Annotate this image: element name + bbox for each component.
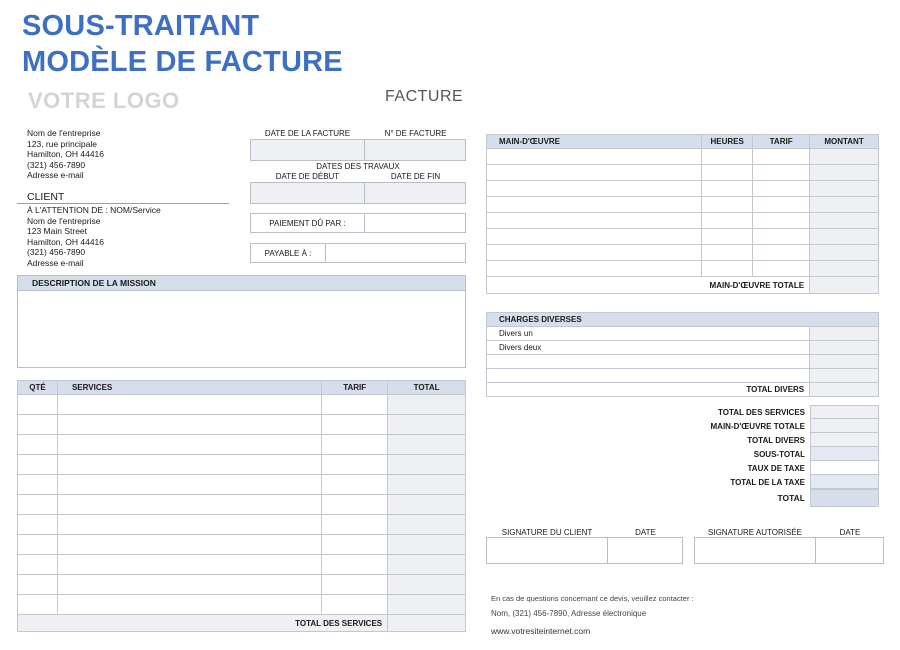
service-qty-cell[interactable] xyxy=(18,415,58,435)
labor-item-cell[interactable] xyxy=(487,149,702,165)
labor-row xyxy=(487,197,879,213)
service-rate-cell[interactable] xyxy=(322,455,388,475)
service-service-cell[interactable] xyxy=(57,455,321,475)
service-row xyxy=(18,475,466,495)
service-qty-cell[interactable] xyxy=(18,595,58,615)
misc-item-label[interactable] xyxy=(487,369,810,383)
service-service-cell[interactable] xyxy=(57,395,321,415)
misc-total-value xyxy=(810,383,879,397)
labor-row xyxy=(487,149,879,165)
client-signature-label: SIGNATURE DU CLIENT xyxy=(501,528,593,537)
labor-item-cell[interactable] xyxy=(487,229,702,245)
labor-amount-cell[interactable] xyxy=(810,245,879,261)
service-rate-cell[interactable] xyxy=(322,575,388,595)
service-total-cell[interactable] xyxy=(388,475,466,495)
auth-signature-field[interactable] xyxy=(695,538,816,563)
service-rate-cell[interactable] xyxy=(322,555,388,575)
misc-row xyxy=(487,369,879,383)
labor-amount-cell[interactable] xyxy=(810,149,879,165)
service-service-cell[interactable] xyxy=(57,435,321,455)
services-total-value xyxy=(388,615,466,632)
mission-description-field[interactable] xyxy=(17,290,466,368)
labor-item-cell[interactable] xyxy=(487,213,702,229)
service-total-cell[interactable] xyxy=(388,395,466,415)
client-divider xyxy=(17,203,229,204)
company-name: Nom de l'entreprise xyxy=(27,128,101,138)
payable-to-row xyxy=(250,243,466,263)
service-qty-cell[interactable] xyxy=(18,575,58,595)
labor-rate-cell[interactable] xyxy=(753,181,810,197)
service-rate-cell[interactable] xyxy=(322,395,388,415)
footer-contact-details: Nom, (321) 456-7890, Adresse électronique xyxy=(491,609,647,618)
summary-row xyxy=(600,405,879,419)
labor-rate-cell[interactable] xyxy=(753,261,810,277)
service-rate-cell[interactable] xyxy=(322,495,388,515)
service-row xyxy=(18,555,466,575)
summary-row-label: TOTAL DES SERVICES xyxy=(718,407,805,417)
service-row xyxy=(18,495,466,515)
summary-row-label: SOUS-TOTAL xyxy=(753,449,805,459)
labor-item-cell[interactable] xyxy=(487,245,702,261)
summary-row-value xyxy=(810,433,879,447)
service-total-cell[interactable] xyxy=(388,595,466,615)
invoice-number-label: N° DE FACTURE xyxy=(384,129,447,138)
auth-signature-row xyxy=(694,537,884,564)
payment-due-row xyxy=(250,213,466,233)
summary-row-value[interactable] xyxy=(810,461,879,475)
summary-total-row xyxy=(600,489,879,507)
labor-row xyxy=(487,213,879,229)
misc-item-label[interactable]: Divers deux xyxy=(487,341,810,355)
misc-item-value[interactable] xyxy=(810,341,879,355)
client-email: Adresse e-mail xyxy=(27,257,84,268)
labor-amount-cell[interactable] xyxy=(810,197,879,213)
service-row xyxy=(18,415,466,435)
labor-hours-cell[interactable] xyxy=(702,165,753,181)
services-table xyxy=(17,380,466,632)
labor-amount-cell[interactable] xyxy=(810,261,879,277)
labor-hours-cell[interactable] xyxy=(702,245,753,261)
service-row xyxy=(18,395,466,415)
company-city: Hamilton, OH 44416 xyxy=(27,149,105,159)
service-rate-cell[interactable] xyxy=(322,435,388,455)
labor-rate-cell[interactable] xyxy=(753,165,810,181)
summary-row-label: MAIN-D'ŒUVRE TOTALE xyxy=(710,421,805,431)
labor-rate-cell[interactable] xyxy=(753,245,810,261)
misc-item-label[interactable]: Divers un xyxy=(487,327,810,341)
title-line-2: MODÈLE DE FACTURE xyxy=(22,46,343,78)
logo-placeholder: VOTRE LOGO xyxy=(28,88,180,113)
service-qty-cell[interactable] xyxy=(18,535,58,555)
labor-amount-cell[interactable] xyxy=(810,165,879,181)
labor-hours-cell[interactable] xyxy=(702,229,753,245)
misc-item-value[interactable] xyxy=(810,327,879,341)
end-date-label: DATE DE FIN xyxy=(390,172,441,181)
service-qty-cell[interactable] xyxy=(18,455,58,475)
client-attention: À L'ATTENTION DE : NOM/Service xyxy=(27,205,161,215)
start-date-label: DATE DE DÉBUT xyxy=(275,172,340,181)
labor-hours-cell[interactable] xyxy=(702,181,753,197)
service-service-cell[interactable] xyxy=(57,515,321,535)
col-qty: QTÉ xyxy=(18,381,58,395)
payment-due-field[interactable] xyxy=(365,214,465,232)
client-date-label: DATE xyxy=(635,528,656,537)
service-rate-cell[interactable] xyxy=(322,595,388,615)
service-total-cell[interactable] xyxy=(388,535,466,555)
client-date-field[interactable] xyxy=(608,538,682,563)
payment-due-label: PAIEMENT DÛ PAR : xyxy=(251,214,365,232)
services-total-label: TOTAL DES SERVICES xyxy=(18,615,388,632)
start-date-field[interactable] xyxy=(250,182,365,204)
service-rate-cell[interactable] xyxy=(322,415,388,435)
col-rate: TARIF xyxy=(322,381,388,395)
labor-row xyxy=(487,229,879,245)
company-block xyxy=(27,128,104,181)
service-qty-cell[interactable] xyxy=(18,555,58,575)
service-row xyxy=(18,455,466,475)
company-street: 123, rue principale xyxy=(27,138,97,149)
service-total-cell[interactable] xyxy=(388,455,466,475)
labor-hours-cell[interactable] xyxy=(702,261,753,277)
payable-to-label: PAYABLE À : xyxy=(251,244,326,262)
service-total-cell[interactable] xyxy=(388,435,466,455)
title-line-1: SOUS-TRAITANT xyxy=(22,10,260,42)
labor-hours-cell[interactable] xyxy=(702,197,753,213)
summary-block xyxy=(600,405,879,507)
labor-item-cell[interactable] xyxy=(487,261,702,277)
service-rate-cell[interactable] xyxy=(322,535,388,555)
labor-item-cell[interactable] xyxy=(487,165,702,181)
col-total: TOTAL xyxy=(388,381,466,395)
summary-row xyxy=(600,475,879,489)
labor-item-cell[interactable] xyxy=(487,197,702,213)
invoice-number-field[interactable] xyxy=(364,139,466,161)
client-street: 123 Main Street xyxy=(27,226,88,236)
labor-amount-cell[interactable] xyxy=(810,181,879,197)
summary-row xyxy=(600,433,879,447)
service-total-cell[interactable] xyxy=(388,415,466,435)
labor-rate-cell[interactable] xyxy=(753,149,810,165)
client-block xyxy=(27,205,161,268)
summary-row-value xyxy=(810,405,879,419)
labor-row xyxy=(487,181,879,197)
col-hours: HEURES xyxy=(702,135,753,149)
misc-row xyxy=(487,355,879,369)
service-service-cell[interactable] xyxy=(57,575,321,595)
misc-row xyxy=(487,341,879,355)
labor-total-label: MAIN-D'ŒUVRE TOTALE xyxy=(487,277,810,294)
labor-hours-cell[interactable] xyxy=(702,213,753,229)
client-city: Hamilton, OH 44416 xyxy=(27,236,105,247)
misc-total-label: TOTAL DIVERS xyxy=(487,383,810,397)
labor-rate-cell[interactable] xyxy=(753,213,810,229)
auth-date-label: DATE xyxy=(839,528,861,537)
summary-total-label: TOTAL xyxy=(777,493,805,503)
service-row xyxy=(18,595,466,615)
misc-item-label[interactable] xyxy=(487,355,810,369)
labor-total-value xyxy=(810,277,879,294)
company-email: Adresse e-mail xyxy=(27,170,84,180)
service-rate-cell[interactable] xyxy=(322,515,388,535)
payable-to-field[interactable] xyxy=(326,244,465,262)
labor-row xyxy=(487,245,879,261)
col-labor-rate: TARIF xyxy=(753,135,810,149)
labor-amount-cell[interactable] xyxy=(810,213,879,229)
summary-row xyxy=(600,461,879,475)
end-date-field[interactable] xyxy=(364,182,466,204)
client-signature-field[interactable] xyxy=(487,538,608,563)
auth-date-field[interactable] xyxy=(816,538,883,563)
service-total-cell[interactable] xyxy=(388,555,466,575)
auth-signature-label: SIGNATURE AUTORISÉE xyxy=(708,528,802,537)
invoice-date-label: DATE DE LA FACTURE xyxy=(264,129,351,138)
service-service-cell[interactable] xyxy=(57,555,321,575)
misc-row xyxy=(487,327,879,341)
service-qty-cell[interactable] xyxy=(18,435,58,455)
misc-item-value[interactable] xyxy=(810,355,879,369)
service-total-cell[interactable] xyxy=(388,515,466,535)
misc-item-value[interactable] xyxy=(810,369,879,383)
service-service-cell[interactable] xyxy=(57,415,321,435)
summary-row-value xyxy=(810,475,879,489)
client-signature-row xyxy=(486,537,683,564)
summary-row-label: TOTAL DE LA TAXE xyxy=(730,477,805,487)
labor-rate-cell[interactable] xyxy=(753,229,810,245)
service-rate-cell[interactable] xyxy=(322,475,388,495)
labor-amount-cell[interactable] xyxy=(810,229,879,245)
service-qty-cell[interactable] xyxy=(18,495,58,515)
service-qty-cell[interactable] xyxy=(18,475,58,495)
misc-table xyxy=(486,312,879,397)
summary-total-value xyxy=(810,489,879,507)
invoice-date-field[interactable] xyxy=(250,139,365,161)
client-name: Nom de l'entreprise xyxy=(27,215,101,226)
summary-row xyxy=(600,447,879,461)
misc-heading: CHARGES DIVERSES xyxy=(487,313,879,327)
service-row xyxy=(18,575,466,595)
col-amount: MONTANT xyxy=(810,135,879,149)
labor-hours-cell[interactable] xyxy=(702,149,753,165)
labor-row xyxy=(487,165,879,181)
summary-row-label: TAUX DE TAXE xyxy=(747,463,805,473)
col-services: SERVICES xyxy=(57,381,321,395)
client-heading: CLIENT xyxy=(27,191,65,203)
service-total-cell[interactable] xyxy=(388,575,466,595)
labor-row xyxy=(487,261,879,277)
company-phone: (321) 456-7890 xyxy=(27,159,86,170)
service-service-cell[interactable] xyxy=(57,475,321,495)
service-service-cell[interactable] xyxy=(57,595,321,615)
col-labor: MAIN-D'ŒUVRE xyxy=(487,135,702,149)
service-service-cell[interactable] xyxy=(57,495,321,515)
footer-contact-line: En cas de questions concernant ce devis, veuillez contacter : xyxy=(491,594,694,603)
service-qty-cell[interactable] xyxy=(18,395,58,415)
labor-rate-cell[interactable] xyxy=(753,197,810,213)
labor-table xyxy=(486,134,879,294)
service-service-cell[interactable] xyxy=(57,535,321,555)
labor-item-cell[interactable] xyxy=(487,181,702,197)
summary-row xyxy=(600,419,879,433)
service-qty-cell[interactable] xyxy=(18,515,58,535)
service-row xyxy=(18,435,466,455)
summary-row-label: TOTAL DIVERS xyxy=(747,435,805,445)
mission-heading: DESCRIPTION DE LA MISSION xyxy=(17,275,466,291)
summary-row-value xyxy=(810,447,879,461)
summary-row-value xyxy=(810,419,879,433)
service-total-cell[interactable] xyxy=(388,495,466,515)
service-row xyxy=(18,535,466,555)
client-phone: (321) 456-7890 xyxy=(27,247,86,257)
service-row xyxy=(18,515,466,535)
invoice-word: FACTURE xyxy=(385,88,464,105)
works-dates-label: DATES DES TRAVAUX xyxy=(316,162,400,171)
footer-website: www.votresiteinternet.com xyxy=(491,626,591,636)
